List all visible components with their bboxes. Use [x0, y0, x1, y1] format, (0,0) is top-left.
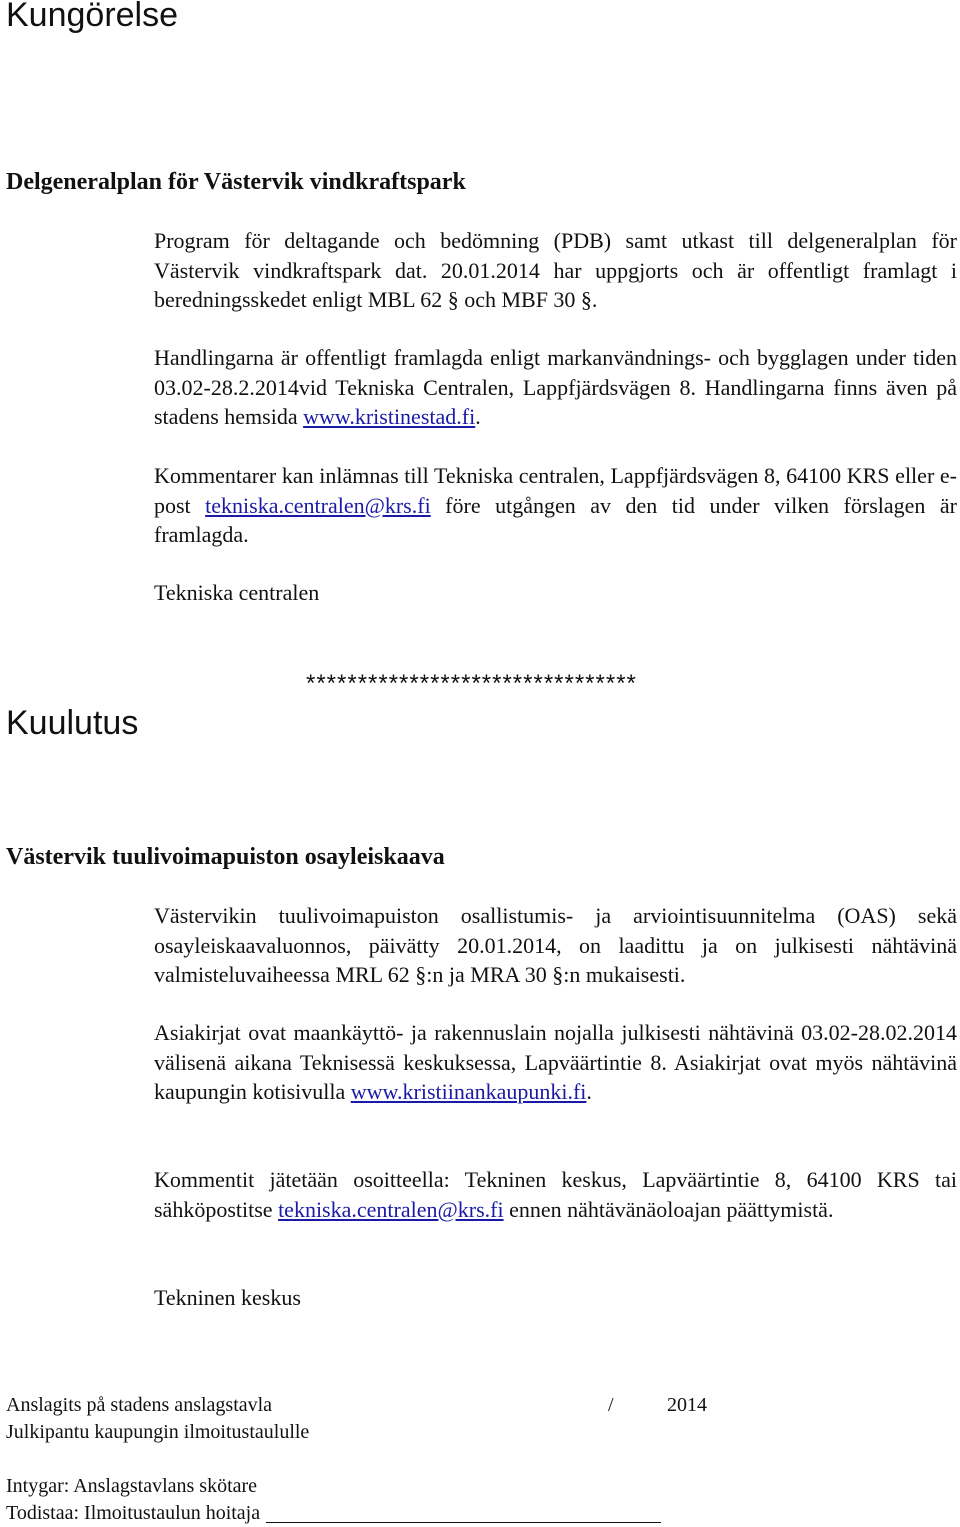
page-title-swedish: Kungörelse	[6, 0, 179, 34]
signature-line	[266, 1504, 661, 1523]
paragraph-handlingarna	[154, 343, 957, 432]
paragraph-handlingarna-end: .	[475, 404, 481, 429]
paragraph-asiakirjat-text: Asiakirjat ovat maankäyttö- ja rakennuslain nojalla julkisesti nähtävinä 03.02-28.02.2014 välisenä aikana Teknisessä keskuksessa, Lapväärtintie 8. Asiakirjat ovat myös nähtävinä kaupungin kotisivulla	[154, 1020, 957, 1104]
signature-swedish: Tekniska centralen	[154, 580, 320, 605]
posted-on-board-swedish: Anslagits på stadens anslagstavla	[6, 1394, 273, 1416]
paragraph-kommentarer	[154, 461, 957, 550]
email-link-finnish[interactable]: tekniska.centralen@krs.fi	[278, 1196, 504, 1222]
paragraph-kommentarer-text: Kommentarer kan inlämnas till Tekniska centralen, Lappfjärdsvägen 8, 64100 KRS eller e-post	[154, 463, 957, 518]
posted-on-board-finnish: Julkipantu kaupungin ilmoitustaululle	[6, 1421, 310, 1443]
paragraph-kommentarer-end: före utgången av den tid under vilken förslagen är framlagda.	[154, 492, 957, 547]
paragraph-handlingarna-text: Handlingarna är offentligt framlagda enligt markanvändnings- och bygglagen under tiden 03.02-28.2.2014vid Tekniska Centralen, Lappfjärdsvägen 8. Handlingarna finns även på stadens hemsida	[154, 345, 957, 429]
certifier-swedish: Intygar: Anslagstavlans skötare	[6, 1475, 258, 1497]
section-separator: ********************************	[306, 670, 637, 697]
paragraph-asiakirjat-end: .	[586, 1079, 592, 1104]
paragraph-oas: Västervikin tuulivoimapuiston osallistumis- ja arviointisuunnitelma (OAS) sekä osayleiskaavaluonnos, päivätty 20.01.2014, on laadittu ja on julkisesti nähtävinä valmisteluvaiheessa MRL 62 §:n ja MRA 30 §:n mukaisesti.	[154, 903, 957, 987]
email-link-swedish[interactable]: tekniska.centralen@krs.fi	[205, 492, 431, 518]
date-slash: /	[608, 1394, 614, 1416]
paragraph-kommentit-end: ennen nähtävänäoloajan päättymistä.	[503, 1196, 834, 1222]
paragraph-kommentit	[154, 1165, 957, 1224]
paragraph-kommentit-text: Kommentit jätetään osoitteella: Tekninen keskus, Lapväärtintie 8, 64100 KRS tai sähköpostitse	[154, 1167, 957, 1222]
paragraph-asiakirjat	[154, 1018, 957, 1107]
section-heading-swedish: Delgeneralplan för Västervik vindkraftspark	[6, 169, 466, 195]
section-heading-finnish: Västervik tuulivoimapuiston osayleiskaava	[6, 844, 445, 870]
kristiinankaupunki-website-link[interactable]: www.kristiinankaupunki.fi	[350, 1079, 587, 1104]
certifier-finnish-label: Todistaa: Ilmoitustaulun hoitaja	[6, 1502, 261, 1524]
signature-finnish: Tekninen keskus	[154, 1285, 301, 1310]
kristinestad-website-link[interactable]: www.kristinestad.fi	[303, 404, 476, 429]
certifier-finnish	[6, 1503, 661, 1523]
posted-year: 2014	[667, 1394, 707, 1416]
page-title-finnish: Kuulutus	[6, 704, 139, 742]
paragraph-program: Program för deltagande och bedömning (PDB) samt utkast till delgeneralplan för Västervik vindkraftspark dat. 20.01.2014 har uppgjorts och är offentligt framlagt i beredningsskedet enligt MBL 62 § och MBF 30 §.	[154, 228, 957, 312]
